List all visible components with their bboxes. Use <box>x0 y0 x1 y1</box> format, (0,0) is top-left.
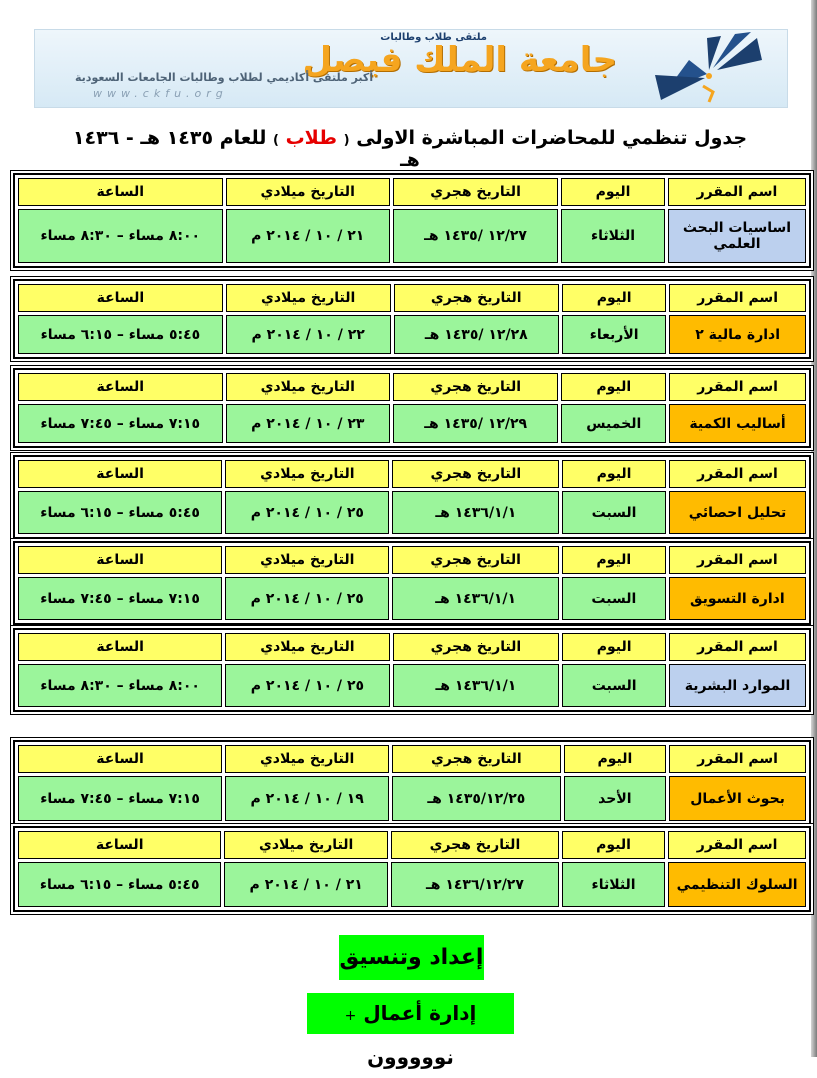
header-time: الساعة <box>18 178 223 206</box>
header-hijri: التاريخ هجري <box>392 546 559 574</box>
cell-hijri: ١٤٣٦/١/١ هـ <box>392 491 559 534</box>
table-row <box>18 315 806 354</box>
header-day: اليوم <box>561 373 666 401</box>
header-course: اسم المقرر <box>669 633 806 661</box>
header-course: اسم المقرر <box>668 831 806 859</box>
title-highlight: طلاب <box>285 127 338 149</box>
schedule-table <box>13 541 811 625</box>
table-header-row <box>18 745 806 773</box>
header-gregorian: التاريخ ميلادي <box>226 284 391 312</box>
cell-course: أساليب الكمية <box>669 404 806 443</box>
cell-time: ٨:٠٠ مساء – ٨:٣٠ مساء <box>18 209 223 263</box>
table-row <box>18 862 806 907</box>
cell-time: ٥:٤٥ مساء – ٦:١٥ مساء <box>18 862 221 907</box>
header-course: اسم المقرر <box>669 284 806 312</box>
header-day: اليوم <box>564 745 667 773</box>
header-gregorian: التاريخ ميلادي <box>224 831 388 859</box>
cell-gregorian: ٢٥ / ١٠ / ٢٠١٤ م <box>225 664 389 707</box>
cell-hijri: ١٤٣٦/١/١ هـ <box>392 577 559 620</box>
table-row <box>18 776 806 821</box>
header-time: الساعة <box>18 284 223 312</box>
header-hijri: التاريخ هجري <box>392 460 559 488</box>
header-hijri: التاريخ هجري <box>392 745 560 773</box>
schedule-table-grid <box>15 630 809 710</box>
header-day: اليوم <box>562 831 665 859</box>
header-gregorian: التاريخ ميلادي <box>225 745 389 773</box>
schedule-table-grid <box>15 828 809 910</box>
cell-day: الأربعاء <box>562 315 666 354</box>
cell-course: الموارد البشرية <box>669 664 806 707</box>
cell-day: السبت <box>562 577 666 620</box>
cell-gregorian: ٢٣ / ١٠ / ٢٠١٤ م <box>226 404 390 443</box>
header-day: اليوم <box>562 633 666 661</box>
table-row <box>18 664 806 707</box>
schedule-table-grid <box>15 543 809 623</box>
header-time: الساعة <box>18 460 222 488</box>
header-hijri: التاريخ هجري <box>394 284 560 312</box>
table-header-row <box>18 831 806 859</box>
cell-gregorian: ٢١ / ١٠ / ٢٠١٤ م <box>226 209 390 263</box>
cell-time: ٥:٤٥ مساء – ٦:١٥ مساء <box>18 315 223 354</box>
schedule-table <box>13 628 811 712</box>
header-hijri: التاريخ هجري <box>393 178 558 206</box>
cell-time: ٥:٤٥ مساء – ٦:١٥ مساء <box>18 491 222 534</box>
banner-description: أكبر ملتقى أكاديمي لطلاب وطالبات الجامعات السعودية <box>75 71 374 84</box>
cell-day: الخميس <box>561 404 666 443</box>
header-gregorian: التاريخ ميلادي <box>225 633 389 661</box>
header-gregorian: التاريخ ميلادي <box>225 460 389 488</box>
header-day: اليوم <box>562 546 666 574</box>
table-header-row <box>18 633 806 661</box>
cell-hijri: ١٢/٢٧ /١٤٣٥ هـ <box>393 209 558 263</box>
header-time: الساعة <box>18 745 222 773</box>
cell-gregorian: ٢٥ / ١٠ / ٢٠١٤ م <box>225 491 389 534</box>
cell-gregorian: ٢١ / ١٠ / ٢٠١٤ م <box>224 862 388 907</box>
cell-hijri: ١٤٣٦/١/١ هـ <box>393 664 560 707</box>
schedule-table-grid <box>15 175 809 266</box>
cell-gregorian: ٢٥ / ١٠ / ٢٠١٤ م <box>225 577 389 620</box>
header-hijri: التاريخ هجري <box>393 373 558 401</box>
header-gregorian: التاريخ ميلادي <box>225 546 389 574</box>
header-hijri: التاريخ هجري <box>391 831 559 859</box>
title-main: جدول تنظمي للمحاضرات المباشرة الاولى <box>356 127 748 149</box>
schedule-table-grid <box>15 742 809 824</box>
schedule-table <box>13 455 811 539</box>
cell-gregorian: ٢٢ / ١٠ / ٢٠١٤ م <box>226 315 391 354</box>
schedule-table-grid <box>15 370 809 446</box>
cell-time: ٧:١٥ مساء – ٧:٤٥ مساء <box>18 776 222 821</box>
page-title <box>70 127 750 171</box>
table-row <box>18 404 806 443</box>
banner-university-1: جامعة الملك فيصل <box>302 40 617 80</box>
credit-authors <box>307 993 514 1069</box>
schedule-table-grid <box>15 281 809 357</box>
cell-course: بحوث الأعمال <box>669 776 806 821</box>
schedule-table <box>13 740 811 826</box>
header-gregorian: التاريخ ميلادي <box>226 373 390 401</box>
page-edge <box>811 0 817 1057</box>
cell-course: السلوك التنظيمي <box>668 862 806 907</box>
schedule-table <box>13 173 811 268</box>
table-header-row <box>18 460 806 488</box>
cell-hijri: ١٢/٢٨ /١٤٣٥ هـ <box>394 315 560 354</box>
header-time: الساعة <box>18 546 222 574</box>
table-header-row <box>18 546 806 574</box>
schedule-table <box>13 279 811 359</box>
table-header-row <box>18 373 806 401</box>
header-time: الساعة <box>18 373 223 401</box>
cell-course: ادارة التسويق <box>669 577 806 620</box>
cell-course: ادارة مالية ٢ <box>669 315 806 354</box>
title-paren-open: ( <box>343 133 350 148</box>
table-header-row <box>18 284 806 312</box>
title-year: للعام ١٤٣٥ هـ - ١٤٣٦ هـ <box>72 127 420 171</box>
table-header-row <box>18 178 806 206</box>
cell-gregorian: ١٩ / ١٠ / ٢٠١٤ م <box>225 776 389 821</box>
credit-plus: + <box>344 1008 357 1024</box>
header-day: اليوم <box>562 284 666 312</box>
cell-course: اساسيات البحث العلمي <box>668 209 806 263</box>
table-row <box>18 209 806 263</box>
header-time: الساعة <box>18 633 222 661</box>
schedule-table-grid <box>15 457 809 537</box>
table-row <box>18 491 806 534</box>
cell-day: الأحد <box>564 776 667 821</box>
header-course: اسم المقرر <box>668 178 806 206</box>
header-course: اسم المقرر <box>669 460 806 488</box>
credit-nickname: نووووون <box>367 1045 454 1069</box>
book-logo-icon <box>647 30 767 107</box>
cell-day: الثلاثاء <box>562 862 665 907</box>
header-gregorian: التاريخ ميلادي <box>226 178 390 206</box>
cell-time: ٨:٠٠ مساء – ٨:٣٠ مساء <box>18 664 222 707</box>
cell-time: ٧:١٥ مساء – ٧:٤٥ مساء <box>18 577 222 620</box>
header-banner <box>34 29 788 108</box>
header-course: اسم المقرر <box>669 745 806 773</box>
table-row <box>18 577 806 620</box>
header-course: اسم المقرر <box>669 546 806 574</box>
cell-hijri: ١٢/٢٩ /١٤٣٥ هـ <box>393 404 558 443</box>
cell-hijri: ١٤٣٥/١٢/٢٥ هـ <box>392 776 560 821</box>
schedule-table <box>13 368 811 448</box>
schedule-table <box>13 826 811 912</box>
header-day: اليوم <box>561 178 665 206</box>
banner-tagline: ملتقى طلاب وطالبات <box>380 32 487 43</box>
cell-day: السبت <box>562 491 666 534</box>
banner-url: www.ckfu.org <box>93 87 228 100</box>
credit-prepared-by: إعداد وتنسيق <box>339 935 484 980</box>
header-hijri: التاريخ هجري <box>393 633 560 661</box>
header-day: اليوم <box>562 460 666 488</box>
title-paren-close: ) <box>273 133 279 148</box>
header-course: اسم المقرر <box>669 373 806 401</box>
cell-course: تحليل احصائي <box>669 491 806 534</box>
cell-time: ٧:١٥ مساء – ٧:٤٥ مساء <box>18 404 223 443</box>
cell-day: السبت <box>562 664 666 707</box>
cell-hijri: ١٤٣٦/١٢/٢٧ هـ <box>391 862 559 907</box>
header-time: الساعة <box>18 831 221 859</box>
credit-major: إدارة أعمال <box>363 1001 477 1025</box>
cell-day: الثلاثاء <box>561 209 665 263</box>
